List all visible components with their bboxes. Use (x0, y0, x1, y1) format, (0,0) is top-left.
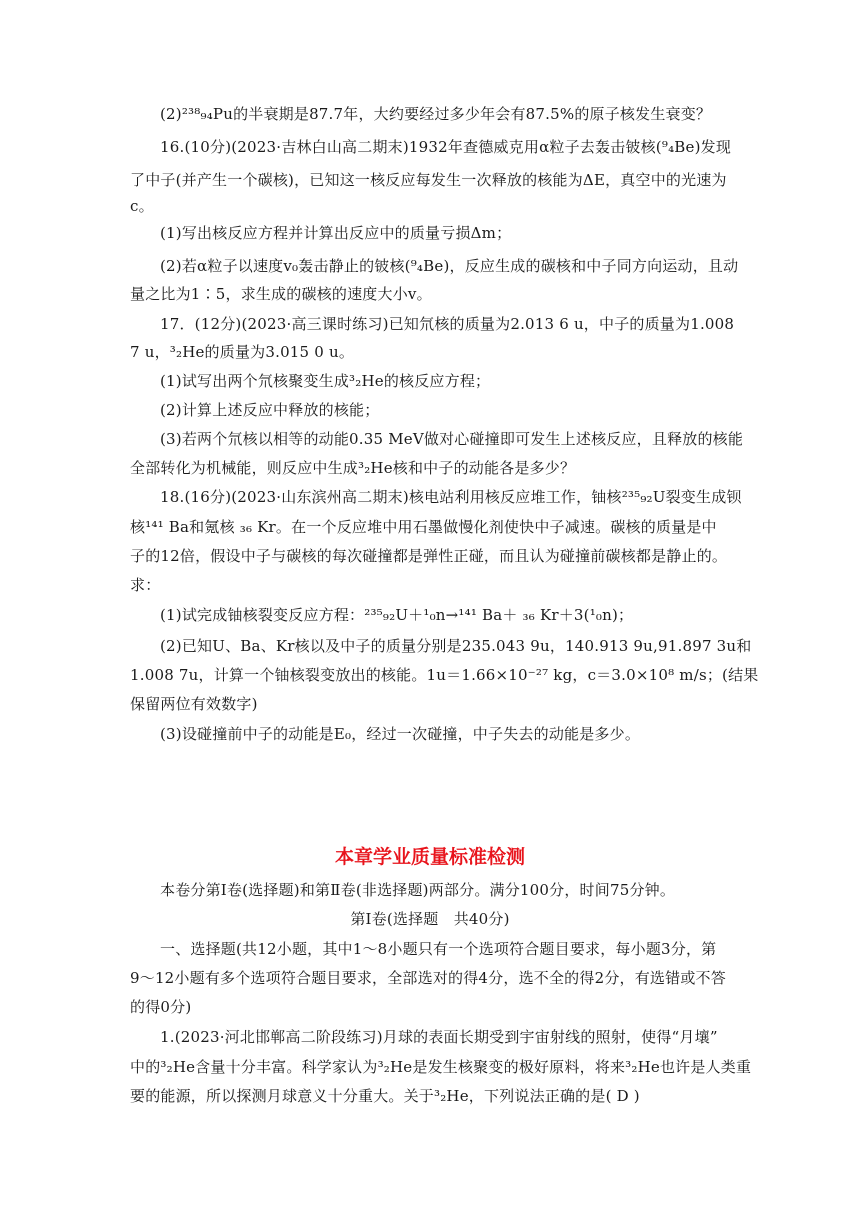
text-line: (2)已知U、Ba、Kr核以及中子的质量分别是235.043 9u，140.913 9u,91.897 3u和 (160, 637, 752, 655)
text-line: (2)²³⁸₉₄Pu的半衰期是87.7年，大约要经过多少年会有87.5%的原子核发生衰变？ (160, 105, 712, 123)
text-line: (1)写出核反应方程并计算出反应中的质量亏损Δm； (160, 224, 512, 242)
text-line: 1.008 7u，计算一个铀核裂变放出的核能。1u＝1.66×10⁻²⁷ kg，c＝3.0×10⁸ m/s；(结果 (130, 666, 759, 684)
question-16-heading: 16.(10分)(2023·吉林白山高二期末)1932年查德威克用α粒子去轰击铍核(⁹₄Be)发现 (160, 138, 732, 156)
text-line: 的得0分) (130, 998, 192, 1016)
text-line: (1)试写出两个氘核聚变生成³₂He的核反应方程； (160, 372, 491, 390)
text-line: 7 u，³₂He的质量为3.015 0 u。 (130, 343, 355, 361)
text-line: 9～12小题有多个选项符合题目要求，全部选对的得4分，选不全的得2分，有选错或不答 (130, 969, 726, 987)
question-18-heading: 18.(16分)(2023·山东滨州高二期末)核电站利用核反应堆工作，铀核²³⁵₉₂U裂变生成钡 (160, 488, 742, 506)
text-line: (2)若α粒子以速度v₀轰击静止的铍核(⁹₄Be)，反应生成的碳核和中子同方向运动，且动 (160, 257, 739, 275)
question-1-heading: 1.(2023·河北邯郸高二阶段练习)月球的表面长期受到宇宙射线的照射，使得“月壤” (160, 1028, 718, 1046)
text-line: 子的12倍，假设中子与碳核的每次碰撞都是弹性正碰，而且认为碰撞前碳核都是静止的。 (130, 547, 728, 565)
section-title: 本章学业质量标准检测 (334, 846, 525, 868)
text-line: 全部转化为机械能，则反应中生成³₂He核和中子的动能各是多少？ (130, 459, 576, 477)
text-line: 一、选择题(共12小题，其中1～8小题只有一个选项符合题目要求，每小题3分，第 (160, 940, 717, 958)
text-line: (2)计算上述反应中释放的核能； (160, 401, 380, 419)
text-line: 了中子(并产生一个碳核)，已知这一核反应每发生一次释放的核能为ΔE，真空中的光速为 (130, 171, 727, 189)
text-line: 核¹⁴¹ Ba和氪核 ₃₆ Kr。在一个反应堆中用石墨做慢化剂使快中子减速。碳核的质量是中 (130, 518, 717, 536)
text-line: 量之比为1∶5，求生成的碳核的速度大小v。 (130, 285, 432, 303)
text-line: 保留两位有效数字) (130, 695, 258, 713)
text-line: 中的³₂He含量十分丰富。科学家认为³₂He是发生核聚变的极好原料，将来³₂He也许是人类重 (130, 1058, 752, 1076)
text-line: (3)设碰撞前中子的动能是E₀，经过一次碰撞，中子失去的动能是多少。 (160, 725, 641, 743)
exam-intro: 本卷分第Ⅰ卷(选择题)和第Ⅱ卷(非选择题)两部分。满分100分，时间75分钟。 (160, 881, 676, 899)
part-heading: 第Ⅰ卷(选择题 共40分) (350, 910, 510, 928)
text-line: 求： (130, 576, 161, 594)
text-line: (3)若两个氘核以相等的动能0.35 MeV做对心碰撞即可发生上述核反应，且释放的核能 (160, 430, 744, 448)
text-line: c。 (130, 197, 154, 215)
question-17-heading: 17．(12分)(2023·高三课时练习)已知氘核的质量为2.013 6 u，中子的质量为1.008 (160, 315, 735, 333)
text-line: (1)试完成铀核裂变反应方程：²³⁵₉₂U＋¹₀n→¹⁴¹ Ba＋ ₃₆ Kr＋3(¹₀n)； (160, 606, 634, 624)
text-line: 要的能源，所以探测月球意义十分重大。关于³₂He，下列说法正确的是( D ) (130, 1087, 640, 1105)
